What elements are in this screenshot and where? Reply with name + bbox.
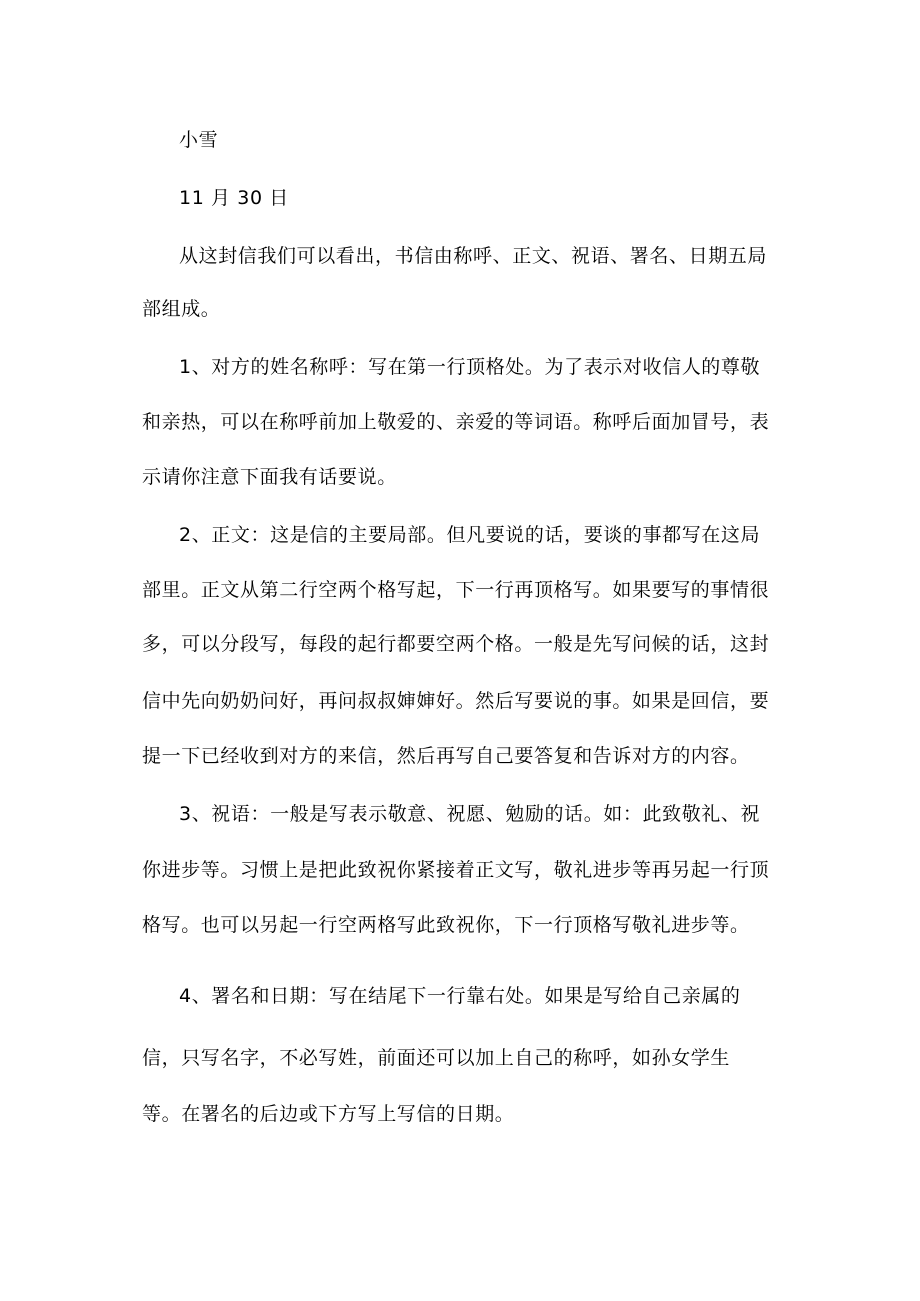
point2-line-3: 多，可以分段写，每段的起行都要空两个格。一般是先写问候的话，这封 — [142, 633, 770, 655]
point1-line-3: 示请你注意下面我有话要说。 — [142, 466, 397, 488]
point2-line-5: 提一下已经收到对方的来信，然后再写自己要答复和告诉对方的内容。 — [142, 745, 750, 767]
point1-line-2: 和亲热，可以在称呼前加上敬爱的、亲爱的等词语。称呼后面加冒号，表 — [142, 411, 770, 433]
point2-line-4: 信中先向奶奶问好，再问叔叔婶婶好。然后写要说的事。如果是回信，要 — [142, 690, 770, 712]
point4-line-3: 等。在署名的后边或下方写上写信的日期。 — [142, 1103, 515, 1125]
signature-name: 小雪 — [179, 129, 219, 151]
point1-line-1: 1、对方的姓名称呼：写在第一行顶格处。为了表示对收信人的尊敬 — [179, 356, 761, 378]
point2-line-2: 部里。正文从第二行空两个格写起，下一行再顶格写。如果要写的事情很 — [142, 579, 770, 601]
point2-line-1: 2、正文：这是信的主要局部。但凡要说的话，要谈的事都写在这局 — [179, 524, 761, 546]
point3-line-3: 格写。也可以另起一行空两格写此致祝你，下一行顶格写敬礼进步等。 — [142, 914, 750, 936]
point4-line-1: 4、署名和日期：写在结尾下一行靠右处。如果是写给自己亲属的 — [179, 985, 741, 1007]
point3-line-2: 你进步等。习惯上是把此致祝你紧接着正文写，敬礼进步等再另起一行顶 — [142, 859, 770, 881]
point3-line-1: 3、祝语：一般是写表示敬意、祝愿、勉励的话。如：此致敬礼、祝 — [179, 803, 761, 825]
point4-line-2: 信，只写名字，不必写姓，前面还可以加上自己的称呼，如孙女学生 — [142, 1047, 731, 1069]
intro-line-2: 部组成。 — [142, 298, 221, 320]
letter-date: 11 月 30 日 — [179, 187, 289, 209]
intro-line-1: 从这封信我们可以看出，书信由称呼、正文、祝语、署名、日期五局 — [179, 245, 768, 267]
